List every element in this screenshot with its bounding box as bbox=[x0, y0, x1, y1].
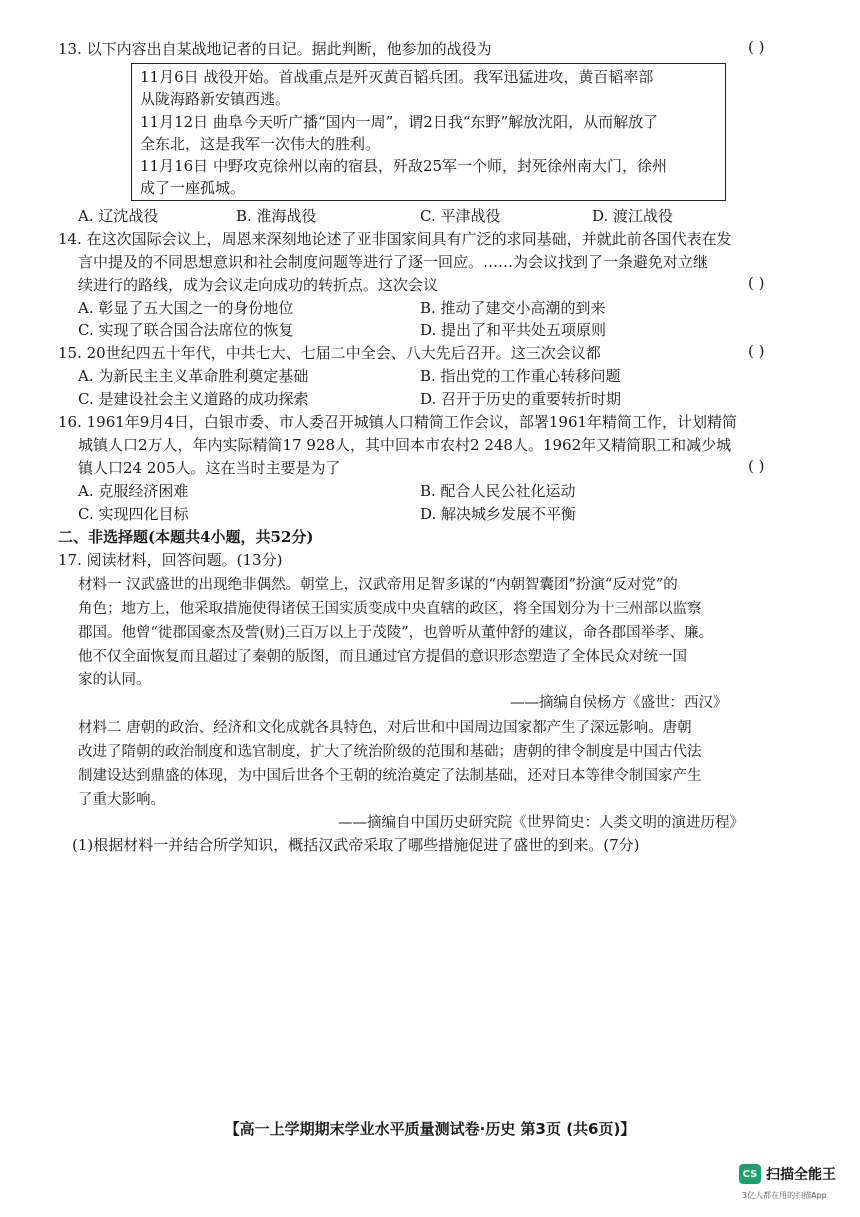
q13-option-c[interactable]: C. 平津战役 bbox=[420, 207, 501, 225]
material-one-line: 他不仅全面恢复而且超过了秦朝的版图，而且通过官方提倡的意识形态塑造了全体民众对统一国 bbox=[78, 649, 687, 665]
q16-option-a[interactable]: A. 克服经济困难 bbox=[78, 482, 189, 500]
watermark-tagline: 3亿人都在用的扫描App bbox=[742, 1191, 827, 1200]
q16-stem-line: 16. 1961年9月4日，白银市委、市人委召开城镇人口精简工作会议，部署1961年精简工作，计划精简 bbox=[58, 413, 738, 431]
q16-option-b[interactable]: B. 配合人民公社化运动 bbox=[420, 482, 576, 500]
material-two-line: 材料二 唐朝的政治、经济和文化成就各具特色，对后世和中国周边国家都产生了深远影响。唐朝 bbox=[78, 720, 692, 736]
q13-answer-paren[interactable]: ( ) bbox=[748, 38, 765, 56]
q14-stem-line: 14. 在这次国际会议上，周恩来深刻地论述了亚非国家间具有广泛的求同基础，并就此前各国代表在发 bbox=[58, 230, 732, 248]
q16-option-c[interactable]: C. 实现四化目标 bbox=[78, 505, 189, 523]
material-two-line: 制建设达到鼎盛的体现，为中国后世各个王朝的统治奠定了法制基础，还对日本等律令制国家产生 bbox=[78, 768, 702, 784]
q14-option-a[interactable]: A. 彰显了五大国之一的身份地位 bbox=[78, 299, 294, 317]
q17-stem: 17. 阅读材料，回答问题。(13分) bbox=[58, 551, 283, 569]
q13-option-a[interactable]: A. 辽沈战役 bbox=[78, 207, 159, 225]
q14-answer-paren[interactable]: ( ) bbox=[748, 274, 765, 292]
q15-option-c[interactable]: C. 是建设社会主义道路的成功探索 bbox=[78, 390, 309, 408]
q15-stem: 15. 20世纪四五十年代，中共七大、七届二中全会、八大先后召开。这三次会议都 bbox=[58, 344, 601, 362]
q15-answer-paren[interactable]: ( ) bbox=[748, 342, 765, 360]
material-one-line: 角色；地方上，他采取措施使得诸侯王国实质变成中央直辖的政区，将全国划分为十三州部以监察 bbox=[78, 601, 702, 617]
q15-option-b[interactable]: B. 指出党的工作重心转移问题 bbox=[420, 367, 621, 385]
material-one-line: 郡国。他曾“徙郡国豪杰及訾(财)三百万以上于茂陵”，也曾听从董仲舒的建议，命各郡国举孝、廉。 bbox=[78, 625, 714, 641]
q14-stem-line: 言中提及的不同思想意识和社会制度问题等进行了逐一回应。……为会议找到了一条避免对立继 bbox=[78, 253, 709, 271]
q15-option-d[interactable]: D. 召开于历史的重要转折时期 bbox=[420, 390, 622, 408]
q16-option-d[interactable]: D. 解决城乡发展不平衡 bbox=[420, 505, 577, 523]
camscanner-logo-icon: CS bbox=[739, 1164, 761, 1184]
q14-option-b[interactable]: B. 推动了建交小高潮的到来 bbox=[420, 299, 606, 317]
q17-subquestion-1: (1)根据材料一并结合所学知识，概括汉武帝采取了哪些措施促进了盛世的到来。(7分) bbox=[72, 836, 640, 854]
q13-diary-line: 从陇海路新安镇西逃。 bbox=[140, 90, 291, 108]
q13-diary-line: 全东北，这是我军一次伟大的胜利。 bbox=[140, 135, 381, 153]
q13-diary-line: 11月6日 战役开始。首战重点是歼灭黄百韬兵团。我军迅猛进攻，黄百韬率部 bbox=[140, 68, 654, 86]
q14-stem-line: 续进行的路线，成为会议走向成功的转折点。这次会议 bbox=[78, 276, 439, 294]
q16-answer-paren[interactable]: ( ) bbox=[748, 457, 765, 475]
q14-option-c[interactable]: C. 实现了联合国合法席位的恢复 bbox=[78, 321, 294, 339]
watermark-app-name: 扫描全能王 bbox=[766, 1167, 836, 1183]
material-two-line: 了重大影响。 bbox=[78, 792, 165, 808]
q16-stem-line: 城镇人口2万人，年内实际精简17 928人，其中回本市农村2 248人。1962年又精简职工和减少城 bbox=[78, 436, 732, 454]
page-footer: 【高一上学期期末学业水平质量测试卷·历史 第3页 (共6页)】 bbox=[224, 1120, 636, 1138]
q13-diary-line: 11月16日 中野攻克徐州以南的宿县，歼敌25军一个师，封死徐州南大门，徐州 bbox=[140, 157, 668, 175]
q13-option-b[interactable]: B. 淮海战役 bbox=[236, 207, 317, 225]
material-one-source: ——摘编自侯杨方《盛世：西汉》 bbox=[510, 695, 728, 711]
q13-stem: 13. 以下内容出自某战地记者的日记。据此判断，他参加的战役为 bbox=[58, 40, 492, 58]
q13-diary-line: 11月12日 曲阜今天听广播“国内一周”，谓2日我“东野”解放沈阳，从而解放了 bbox=[140, 113, 659, 131]
material-two-source: ——摘编自中国历史研究院《世界简史：人类文明的演进历程》 bbox=[338, 815, 744, 831]
q16-stem-line: 镇人口24 205人。这在当时主要是为了 bbox=[78, 459, 341, 477]
q13-diary-line: 成了一座孤城。 bbox=[140, 179, 246, 197]
q13-option-d[interactable]: D. 渡江战役 bbox=[592, 207, 674, 225]
q14-option-d[interactable]: D. 提出了和平共处五项原则 bbox=[420, 321, 607, 339]
section-heading: 二、非选择题(本题共4小题，共52分) bbox=[58, 528, 314, 546]
material-one-line: 家的认同。 bbox=[78, 672, 151, 688]
material-two-line: 改进了隋朝的政治制度和选官制度，扩大了统治阶级的范围和基础；唐朝的律令制度是中国古代法 bbox=[78, 744, 702, 760]
material-one-line: 材料一 汉武盛世的出现绝非偶然。朝堂上，汉武帝用足智多谋的“内朝智囊团”扮演“反对党”的 bbox=[78, 577, 678, 593]
q15-option-a[interactable]: A. 为新民主主义革命胜利奠定基础 bbox=[78, 367, 309, 385]
